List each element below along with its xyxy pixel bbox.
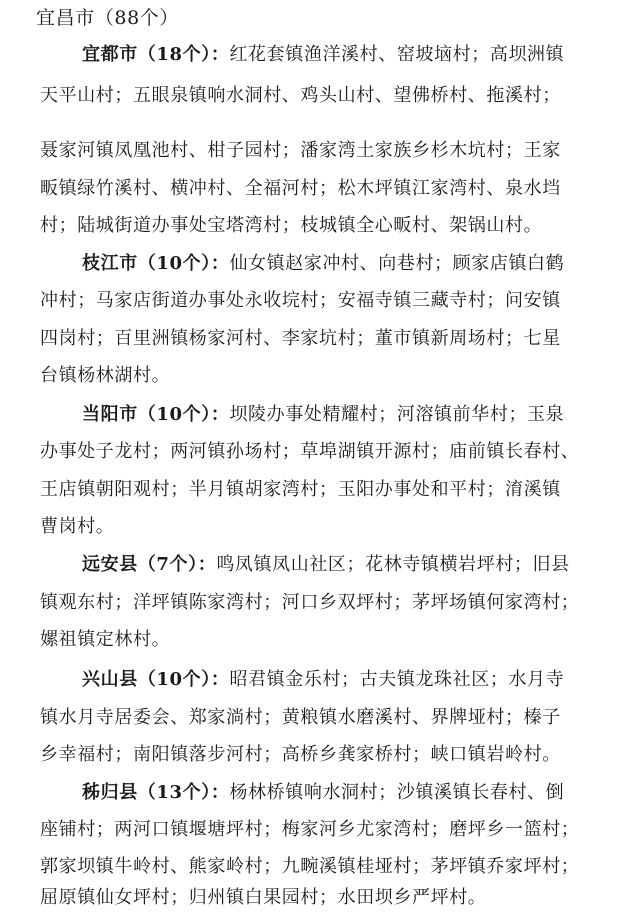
section-line: 镇观东村；洋坪镇陈家湾村；河口乡双坪村；茅坪场镇何家湾村； (40, 592, 580, 613)
section-line: 曹岗村。 (40, 516, 115, 537)
section-line: 乡幸福村；南阳镇落步河村；高桥乡龚家桥村；峡口镇岩岭村。 (40, 744, 561, 765)
section-heading: 兴山县（10个）： (82, 669, 230, 690)
section-heading: 枝江市（10个）： (82, 253, 230, 274)
section-line (82, 553, 570, 577)
section-text: 杨林桥镇响水洞村；沙镇溪镇长春村、倒 (229, 782, 565, 803)
section-text: 红花套镇渔洋溪村、窑坡垴村；高坝洲镇 (229, 44, 565, 65)
section-line: 郭家坝镇牛岭村、熊家岭村；九畹溪镇桂垭村；茅坪镇乔家坪村； (40, 856, 580, 877)
section-line: 镇水月寺居委会、郑家淌村；黄粮镇水磨溪村、界牌垭村；榛子 (40, 707, 561, 728)
section-line: 座铺村；两河口镇堰塘坪村；梅家河乡尤家湾村；磨坪乡一篮村； (40, 819, 580, 840)
section-line: 王店镇朝阳观村；半月镇胡家湾村；玉阳办事处和平村；淯溪镇 (40, 479, 561, 500)
title-count: （88个） (94, 7, 179, 29)
section-text: 昭君镇金乐村；古夫镇龙珠社区；水月寺 (229, 669, 565, 690)
section-line: 办事处子龙村；两河镇孙场村；草埠湖镇开源村；庙前镇长春村、 (40, 441, 580, 462)
section-text: 鸣凤镇凤山社区；花林寺镇横岩坪村；旧县 (216, 554, 570, 575)
section-line (82, 43, 564, 67)
section-line (82, 781, 564, 805)
section-line (82, 668, 564, 692)
page-title (36, 6, 179, 30)
section-line: 畈镇绿竹溪村、横冲村、全福河村；松木坪镇江家湾村、泉水垱 (40, 178, 561, 199)
section-line: 聂家河镇凤凰池村、柑子园村；潘家湾土家族乡杉木坑村；王家 (40, 140, 561, 161)
section-line: 屈原镇仙女坪村；归州镇白果园村；水田坝乡严坪村。 (40, 887, 487, 908)
section-line: 嫘祖镇定林村。 (40, 629, 171, 650)
section-heading: 秭归县（13个）： (82, 782, 230, 803)
section-text: 仙女镇赵家冲村、向巷村；顾家店镇白鹤 (229, 253, 565, 274)
section-line: 冲村；马家店街道办事处永收垸村；安福寺镇三藏寺村；问安镇 (40, 290, 561, 311)
section-heading: 宜都市（18个）： (82, 44, 230, 65)
section-line: 天平山村；五眼泉镇响水洞村、鸡头山村、望佛桥村、拖溪村； (40, 85, 561, 106)
section-line: 四岗村；百里洲镇杨家河村、李家坑村；董市镇新周场村；七星 (40, 328, 561, 349)
section-line: 村；陆城街道办事处宝塔湾村；枝城镇全心畈村、架锅山村。 (40, 215, 543, 236)
section-text: 坝陵办事处精耀村；河溶镇前华村；玉泉 (229, 404, 565, 425)
section-heading: 当阳市（10个）： (82, 404, 230, 425)
title-text: 宜昌市 (36, 7, 95, 29)
section-line (82, 252, 564, 276)
section-line (82, 403, 564, 427)
section-heading: 远安县（7个）： (82, 554, 217, 575)
section-line: 台镇杨林湖村。 (40, 365, 171, 386)
